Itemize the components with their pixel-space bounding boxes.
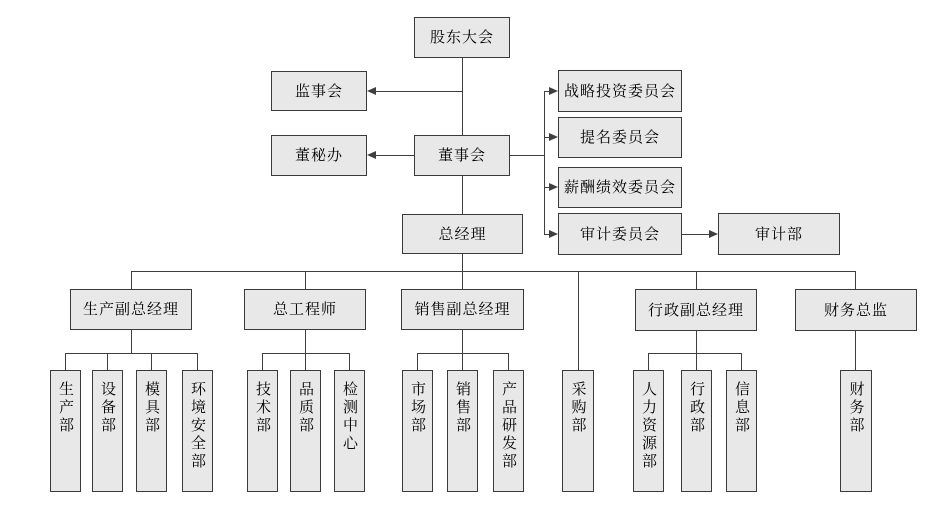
connector-line — [462, 353, 463, 370]
org-node-label: 生产部 — [57, 381, 75, 435]
org-node-sales-dept — [447, 370, 478, 492]
org-node-label: 董秘办 — [294, 146, 343, 164]
connector-line — [65, 353, 198, 354]
connector-line — [417, 353, 418, 370]
org-node-label: 审计部 — [754, 224, 803, 243]
connector-line — [544, 91, 545, 235]
connector-line — [131, 271, 856, 272]
org-node-shareholders-meeting — [414, 17, 510, 58]
org-node-board-secretary-office — [271, 135, 367, 176]
org-node-label: 品质部 — [297, 381, 315, 435]
connector-line — [262, 353, 263, 370]
org-node-label: 生产副总经理 — [82, 300, 179, 318]
connector-line — [262, 353, 350, 354]
connector-line — [305, 330, 306, 353]
connector-line — [855, 271, 856, 289]
connector-line — [855, 331, 856, 370]
org-node-audit-dept — [718, 213, 840, 255]
arrowhead-left-icon — [367, 87, 376, 95]
connector-line — [578, 271, 579, 370]
org-node-supervisory-board — [271, 71, 367, 111]
org-node-hr-dept — [633, 370, 664, 492]
connector-line — [65, 353, 66, 370]
org-node-label: 战略投资委员会 — [563, 81, 676, 100]
org-node-label: 薪酬绩效委员会 — [563, 178, 676, 196]
org-node-technology-dept — [247, 370, 278, 492]
arrowhead-right-icon — [709, 230, 718, 238]
connector-line — [696, 353, 697, 370]
org-node-sales-vice-gm — [401, 289, 524, 330]
connector-line — [375, 155, 414, 156]
org-node-label: 销售部 — [454, 381, 472, 435]
connector-line — [741, 353, 742, 370]
org-node-label: 设备部 — [99, 381, 117, 435]
connector-line — [375, 91, 462, 92]
org-node-mold-dept — [136, 370, 167, 492]
org-node-label: 销售副总经理 — [414, 300, 511, 318]
org-node-label: 模具部 — [143, 381, 161, 435]
connector-line — [151, 353, 152, 370]
connector-line — [696, 271, 697, 289]
org-node-equipment-dept — [92, 370, 123, 492]
org-node-finance-dept — [840, 370, 872, 492]
org-node-nomination-committee — [558, 117, 682, 158]
org-node-label: 市场部 — [409, 381, 427, 435]
org-node-quality-dept — [290, 370, 321, 492]
org-node-label: 总工程师 — [272, 300, 337, 318]
org-node-environment-safety-dept — [182, 370, 213, 492]
org-node-product-rd-dept — [493, 370, 524, 492]
org-node-label: 采购部 — [569, 381, 588, 435]
org-node-label: 财务部 — [847, 381, 866, 435]
org-node-label: 行政部 — [688, 381, 706, 435]
org-node-production-vice-gm — [70, 289, 192, 330]
connector-line — [462, 58, 463, 135]
org-node-audit-committee — [558, 213, 682, 255]
arrowhead-right-icon — [549, 183, 558, 191]
connector-line — [462, 176, 463, 214]
org-node-label: 环境安全部 — [189, 381, 207, 471]
connector-line — [508, 353, 509, 370]
connector-line — [648, 353, 742, 354]
org-node-procurement-dept — [562, 370, 594, 492]
org-node-production-dept — [50, 370, 81, 492]
org-node-testing-center — [334, 370, 365, 492]
org-node-admin-vice-gm — [635, 289, 757, 331]
connector-line — [107, 353, 108, 370]
connector-line — [682, 234, 710, 235]
org-node-label: 行政副总经理 — [647, 300, 744, 319]
org-node-chief-engineer — [244, 289, 366, 330]
org-node-label: 提名委员会 — [579, 128, 660, 146]
connector-line — [510, 155, 545, 156]
connector-line — [696, 331, 697, 353]
org-node-information-dept — [726, 370, 757, 492]
arrowhead-right-icon — [549, 133, 558, 141]
connector-line — [462, 254, 463, 271]
org-node-label: 监事会 — [294, 81, 343, 100]
org-node-label: 股东大会 — [429, 28, 494, 46]
org-node-label: 检测中心 — [341, 381, 359, 453]
org-node-board-of-directors — [414, 135, 510, 176]
org-node-label: 产品研发部 — [500, 381, 518, 471]
org-node-label: 信息部 — [733, 381, 751, 435]
org-node-finance-director — [795, 289, 917, 331]
connector-line — [349, 353, 350, 370]
connector-line — [131, 271, 132, 289]
org-node-strategic-investment-committee — [558, 70, 682, 112]
org-node-label: 人力资源部 — [640, 381, 658, 471]
org-node-label: 董事会 — [437, 146, 486, 164]
connector-line — [648, 353, 649, 370]
org-node-label: 审计委员会 — [579, 224, 660, 243]
org-node-label: 总经理 — [438, 224, 487, 243]
connector-line — [305, 271, 306, 289]
connector-line — [462, 330, 463, 353]
arrowhead-left-icon — [367, 151, 376, 159]
org-node-general-manager — [402, 214, 523, 254]
connector-line — [197, 353, 198, 370]
connector-line — [417, 353, 509, 354]
org-node-label: 财务总监 — [823, 300, 888, 319]
connector-line — [131, 330, 132, 353]
connector-line — [462, 271, 463, 289]
org-node-label: 技术部 — [254, 381, 272, 435]
connector-line — [305, 353, 306, 370]
arrowhead-right-icon — [549, 230, 558, 238]
arrowhead-right-icon — [549, 87, 558, 95]
org-node-marketing-dept — [402, 370, 433, 492]
org-node-compensation-performance-committee — [558, 167, 682, 208]
org-node-administration-dept — [681, 370, 712, 492]
